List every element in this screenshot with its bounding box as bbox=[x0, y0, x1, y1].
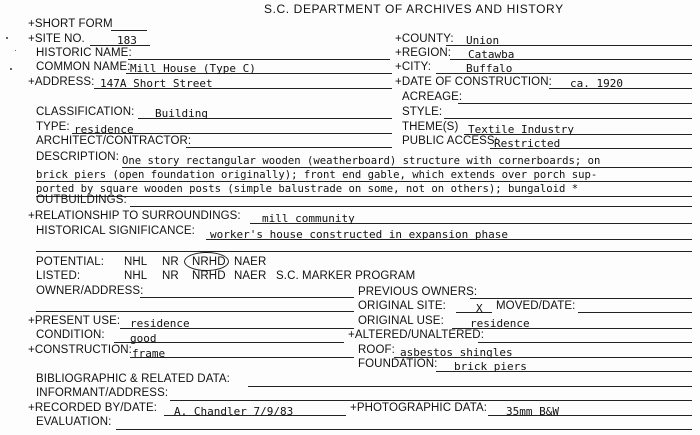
date-value: ca. 1920 bbox=[570, 77, 623, 90]
potential-nr: NR bbox=[162, 256, 179, 268]
owner-address-label: OWNER/ADDRESS: bbox=[36, 285, 144, 297]
foundation-value: brick piers bbox=[454, 360, 527, 373]
moved-date-line bbox=[578, 312, 692, 313]
nrhd-circle-mark bbox=[184, 252, 229, 271]
listed-nr: NR bbox=[162, 270, 179, 282]
relationship-value: mill community bbox=[262, 212, 355, 225]
region-label: +REGION: bbox=[395, 47, 452, 59]
architect-line bbox=[186, 147, 392, 148]
previous-owners-label: PREVIOUS OWNERS: bbox=[358, 286, 478, 298]
themes-label: THEME(S) bbox=[402, 121, 459, 133]
style-label: STYLE: bbox=[402, 106, 443, 118]
common-name-label: COMMON NAME: bbox=[36, 61, 131, 73]
architect-label: ARCHITECT/CONTRACTOR: bbox=[36, 135, 192, 147]
construction-label: +CONSTRUCTION: bbox=[28, 344, 132, 356]
description-rule-2 bbox=[36, 181, 692, 182]
outbuildings-label: OUTBUILDINGS: bbox=[36, 194, 127, 206]
original-use-value: residence bbox=[470, 317, 530, 330]
listed-naer: NAER bbox=[234, 270, 267, 282]
common-name-value: Mill House (Type C) bbox=[130, 62, 256, 75]
foundation-label: FOUNDATION: bbox=[358, 358, 438, 370]
informant-label: INFORMANT/ADDRESS: bbox=[36, 387, 169, 399]
owner-address-line-1 bbox=[140, 297, 354, 298]
outbuildings-line bbox=[130, 206, 692, 207]
historic-name-line bbox=[128, 59, 390, 60]
address-value: 147A Short Street bbox=[100, 77, 213, 90]
relationship-label: +RELATIONSHIP TO SURROUNDINGS: bbox=[28, 210, 241, 222]
roof-label: ROOF: bbox=[358, 344, 395, 356]
city-value: Buffalo bbox=[466, 62, 513, 75]
bibliographic-line bbox=[248, 386, 692, 387]
historical-significance-label: HISTORICAL SIGNIFICANCE: bbox=[36, 225, 195, 237]
classification-value: Building bbox=[155, 107, 208, 120]
acreage-line bbox=[458, 103, 692, 104]
original-use-label: ORIGINAL USE: bbox=[358, 315, 444, 327]
site-no-value: 183 bbox=[117, 34, 137, 47]
potential-nhl: NHL bbox=[124, 256, 148, 268]
listed-nrhd: NRHD bbox=[192, 270, 226, 282]
short-form-label: +SHORT FORM bbox=[28, 18, 113, 30]
potential-naer: NAER bbox=[234, 256, 267, 268]
county-label: +COUNTY: bbox=[395, 33, 454, 45]
public-access-label: PUBLIC ACCESS: bbox=[402, 135, 498, 147]
original-site-label: ORIGINAL SITE: bbox=[358, 300, 446, 312]
previous-owners-line bbox=[470, 298, 692, 299]
classification-label: CLASSIFICATION: bbox=[36, 106, 135, 118]
description-line-1: One story rectangular wooden (weatherboard) structure with cornerboards; on bbox=[122, 155, 601, 167]
condition-value: good bbox=[130, 332, 157, 345]
address-label: +ADDRESS: bbox=[28, 76, 95, 88]
photographic-data-label: +PHOTOGRAPHIC DATA: bbox=[350, 402, 488, 414]
historic-name-label: HISTORIC NAME: bbox=[36, 47, 132, 59]
acreage-label: ACREAGE: bbox=[402, 91, 463, 103]
condition-label: CONDITION: bbox=[36, 329, 105, 341]
scan-speck bbox=[15, 50, 16, 51]
type-label: TYPE: bbox=[36, 121, 70, 133]
present-use-label: +PRESENT USE: bbox=[28, 315, 121, 327]
construction-value: frame bbox=[132, 347, 166, 360]
potential-label: POTENTIAL: bbox=[36, 256, 105, 268]
owner-address-line-2 bbox=[36, 311, 354, 312]
recorded-by-label: +RECORDED BY/DATE: bbox=[28, 402, 158, 414]
description-rule-3 bbox=[36, 196, 692, 197]
historical-significance-value: worker's house constructed in expansion phase bbox=[210, 228, 509, 241]
date-label: +DATE OF CONSTRUCTION: bbox=[395, 76, 552, 88]
present-use-value: residence bbox=[130, 317, 190, 330]
recorded-by-value: A. Chandler 7/9/83 bbox=[174, 405, 294, 418]
scan-speck bbox=[6, 37, 8, 39]
altered-label: +ALTERED/UNALTERED: bbox=[348, 329, 484, 341]
public-access-value: Restricted bbox=[494, 137, 561, 150]
form-title: S.C. DEPARTMENT OF ARCHIVES AND HISTORY bbox=[264, 2, 564, 16]
scan-speck bbox=[10, 68, 12, 70]
listed-label: LISTED: bbox=[36, 270, 81, 282]
roof-value: asbestos shingles bbox=[400, 346, 513, 359]
significance-extra-line bbox=[36, 251, 692, 252]
description-line-2: brick piers (open foundation originally); front end gable, which extends over porch sup- bbox=[36, 169, 598, 181]
potential-nrhd: NRHD bbox=[192, 256, 226, 268]
county-value: Union bbox=[466, 34, 500, 47]
city-label: +CITY: bbox=[395, 61, 432, 73]
description-line-3: ported by square wooden posts (simple balustrade on some, not on others); bungaloid * bbox=[36, 183, 579, 195]
evaluation-label: EVALUATION: bbox=[36, 416, 112, 428]
region-value: Catawba bbox=[468, 48, 515, 61]
original-site-value: X bbox=[476, 302, 483, 315]
evaluation-line bbox=[116, 429, 692, 430]
themes-value: Textile Industry bbox=[468, 123, 574, 136]
informant-line bbox=[170, 400, 692, 401]
description-rule-1 bbox=[122, 167, 692, 168]
original-site-line bbox=[456, 312, 492, 313]
altered-line bbox=[478, 342, 692, 343]
marker-program-label: S.C. MARKER PROGRAM bbox=[276, 270, 416, 282]
short-form-line bbox=[111, 30, 147, 31]
type-value: residence bbox=[74, 123, 134, 136]
style-line bbox=[444, 118, 692, 119]
site-no-label: +SITE NO. bbox=[28, 33, 85, 45]
bibliographic-label: BIBLIOGRAPHIC & RELATED DATA: bbox=[36, 373, 230, 385]
photographic-data-value: 35mm B&W bbox=[506, 405, 559, 418]
description-label: DESCRIPTION: bbox=[36, 151, 119, 163]
listed-nhl: NHL bbox=[124, 270, 148, 282]
moved-date-label: MOVED/DATE: bbox=[496, 300, 576, 312]
